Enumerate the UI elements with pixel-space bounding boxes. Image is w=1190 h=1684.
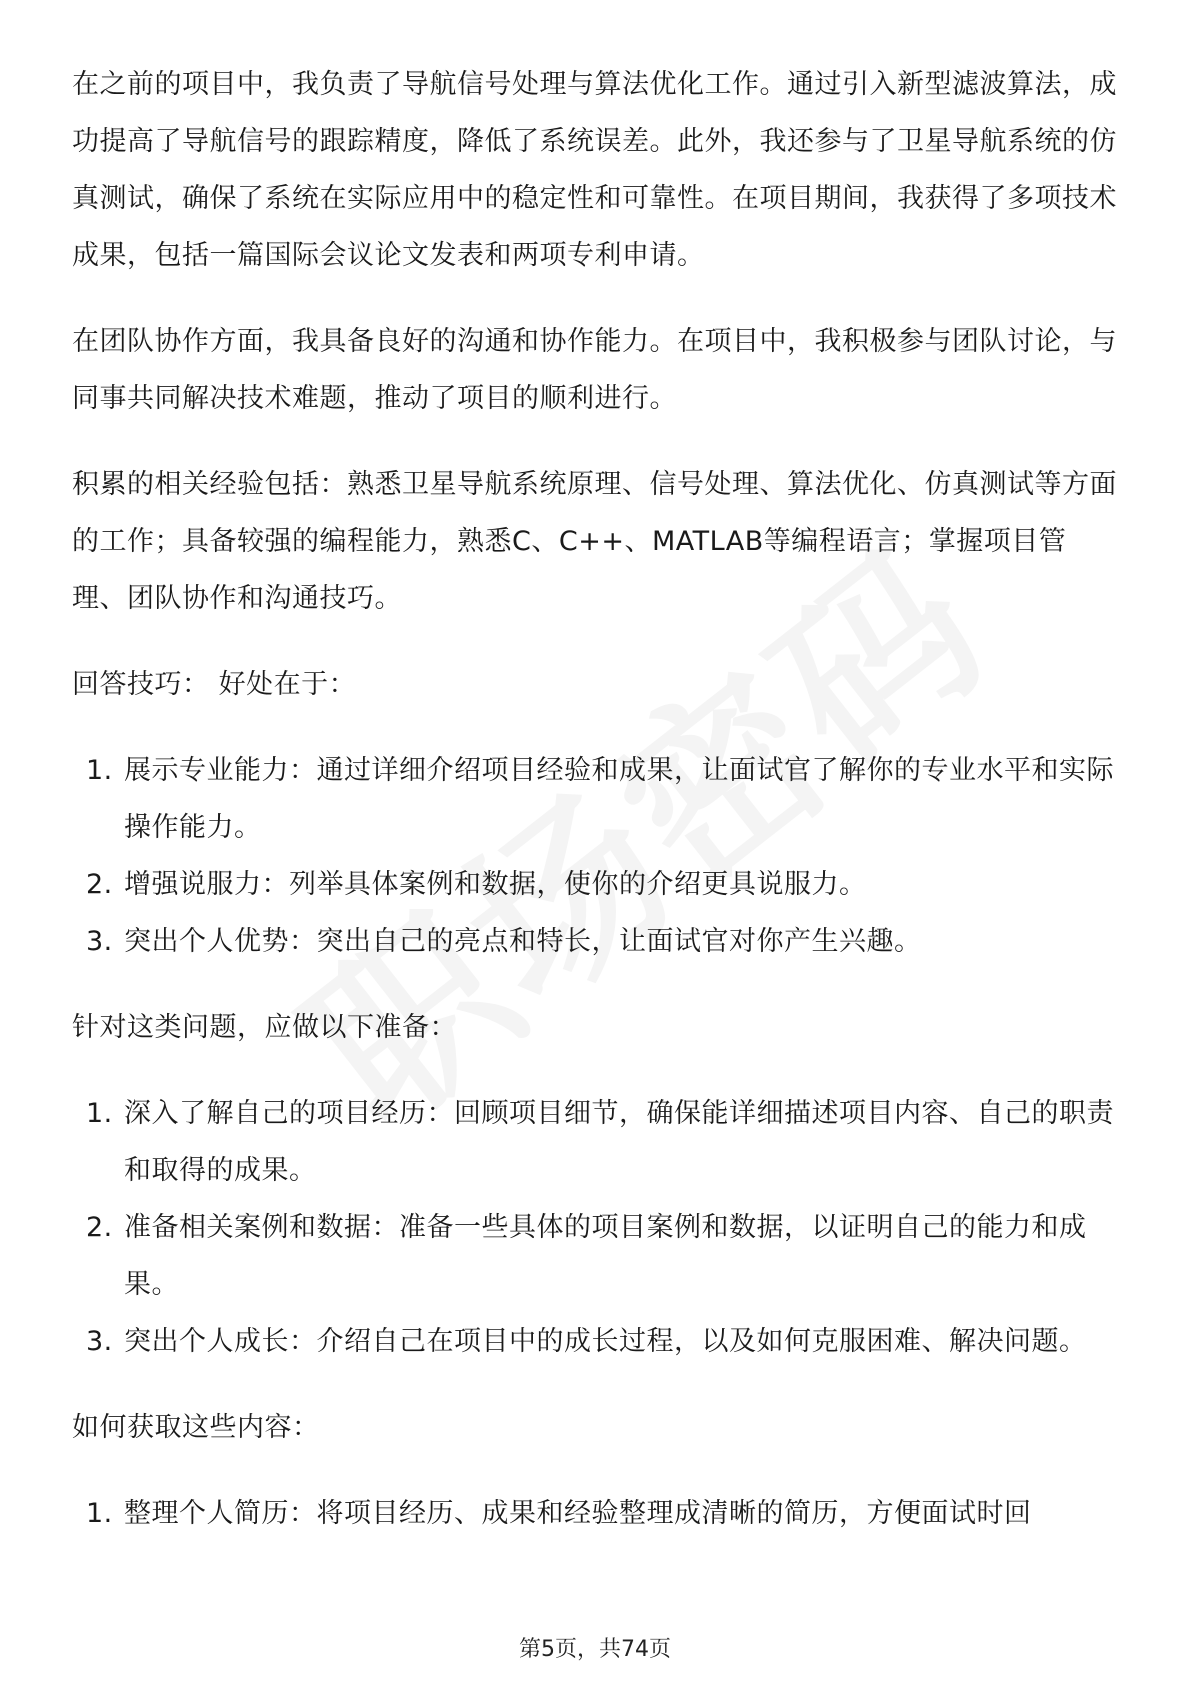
list-item-number: 1. [86, 1098, 113, 1129]
list-item [72, 913, 1120, 970]
list-item [72, 1313, 1120, 1370]
list-item-number: 2. [86, 869, 113, 900]
paragraph-related-experience: 积累的相关经验包括：熟悉卫星导航系统原理、信号处理、算法优化、仿真测试等方面的工作；具备较强的编程能力，熟悉C、C++、MATLAB等编程语言；掌握项目管理、团队协作和沟通技巧。 [72, 469, 1117, 614]
list-item-text: 深入了解自己的项目经历：回顾项目细节，确保能详细描述项目内容、自己的职责和取得的成果。 [124, 1098, 1114, 1186]
list-item [72, 856, 1120, 913]
list-how-to-obtain [72, 1485, 1120, 1542]
list-item [72, 1199, 1120, 1313]
list-item-text: 突出个人成长：介绍自己在项目中的成长过程，以及如何克服困难、解决问题。 [124, 1326, 1087, 1357]
list-item-text: 突出个人优势：突出自己的亮点和特长，让面试官对你产生兴趣。 [124, 926, 922, 957]
list-item-number: 1. [86, 755, 113, 786]
list-item-number: 1. [86, 1498, 113, 1529]
paragraph-teamwork: 在团队协作方面，我具备良好的沟通和协作能力。在项目中，我积极参与团队讨论，与同事共同解决技术难题，推动了项目的顺利进行。 [72, 326, 1117, 414]
heading-how-to-obtain: 如何获取这些内容： [72, 1412, 320, 1443]
list-item [72, 742, 1120, 856]
list-preparation [72, 1085, 1120, 1370]
list-item [72, 1485, 1120, 1542]
list-tips [72, 742, 1120, 970]
heading-answer-tips: 回答技巧： 好处在于： [72, 669, 357, 700]
list-item-number: 3. [86, 926, 113, 957]
list-item-number: 2. [86, 1212, 113, 1243]
document-page [72, 56, 1120, 1571]
list-item-text: 增强说服力：列举具体案例和数据，使你的介绍更具说服力。 [124, 869, 867, 900]
list-item-number: 3. [86, 1326, 113, 1357]
page-footer: 第5页，共74页 [519, 1637, 671, 1662]
paragraph-project-experience: 在之前的项目中，我负责了导航信号处理与算法优化工作。通过引入新型滤波算法，成功提高了导航信号的跟踪精度，降低了系统误差。此外，我还参与了卫星导航系统的仿真测试，确保了系统在实际应用中的稳定性和可靠性。在项目期间，我获得了多项技术成果，包括一篇国际会议论文发表和两项专利申请。 [72, 69, 1117, 271]
heading-preparation: 针对这类问题，应做以下准备： [72, 1012, 457, 1043]
list-item [72, 1085, 1120, 1199]
list-item-text: 准备相关案例和数据：准备一些具体的项目案例和数据，以证明自己的能力和成果。 [124, 1212, 1087, 1300]
list-item-text: 整理个人简历：将项目经历、成果和经验整理成清晰的简历，方便面试时回 [124, 1498, 1032, 1529]
list-item-text: 展示专业能力：通过详细介绍项目经验和成果，让面试官了解你的专业水平和实际操作能力。 [124, 755, 1114, 843]
